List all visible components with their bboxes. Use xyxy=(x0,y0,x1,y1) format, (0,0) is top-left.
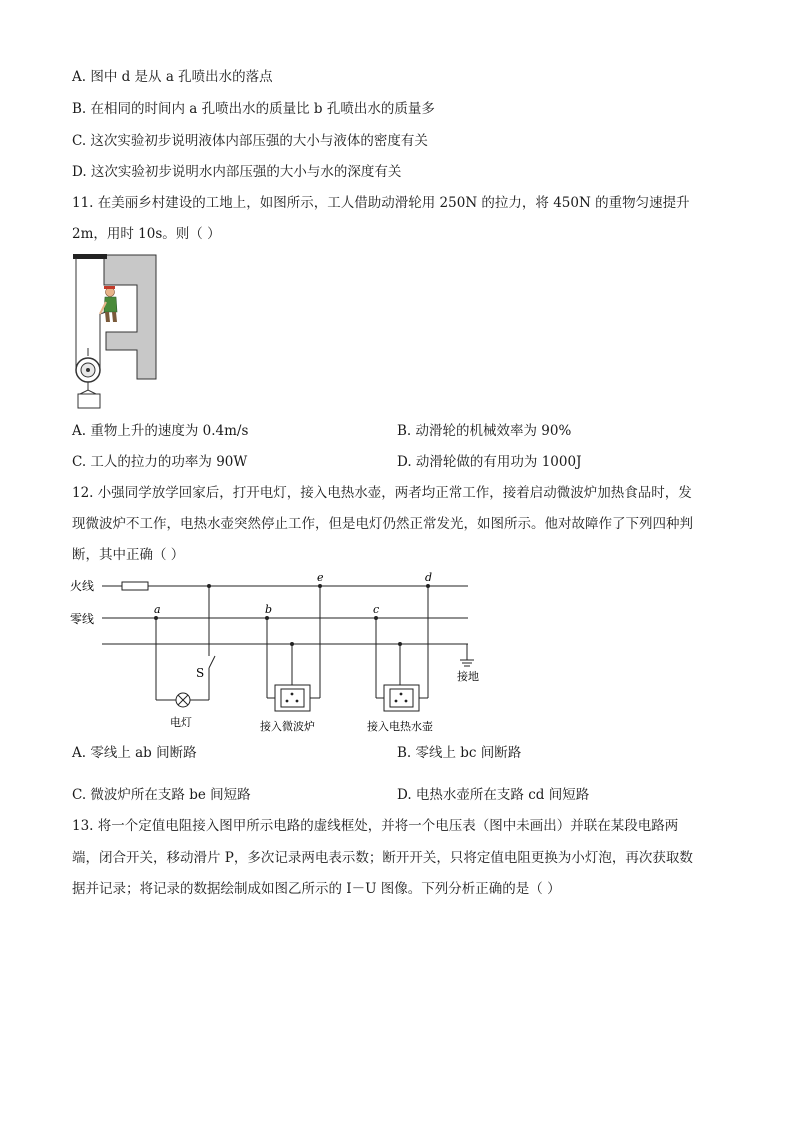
q13-stem-line1: 13. 将一个定值电阻接入图甲所示电路的虚线框处，并将一个电压表（图中未画出）并联在某段电路两 xyxy=(72,818,679,834)
label-microwave: 接入微波炉 xyxy=(260,720,315,733)
q11-option-b: B. 动滑轮的机械效率为 90% xyxy=(397,423,572,439)
q11-option-c: C. 工人的拉力的功率为 90W xyxy=(72,454,248,470)
q11-option-a: A. 重物上升的速度为 0.4m/s xyxy=(72,423,249,439)
pulley-figure xyxy=(70,252,160,412)
label-live: 火线 xyxy=(70,579,95,593)
q13-stem-line2: 端，闭合开关，移动滑片 P，多次记录两电表示数；断开开关，只将定值电阻更换为小灯泡，再次获取数 xyxy=(72,850,693,866)
q12-stem-line1: 12. 小强同学放学回家后，打开电灯，接入电热水壶，两者均正常工作，接着启动微波炉加热食品时，发 xyxy=(72,485,692,501)
q10-option-a: A. 图中 d 是从 a 孔喷出水的落点 xyxy=(72,69,273,85)
q11-stem-line2: 2m，用时 10s。则（ ） xyxy=(72,226,221,242)
point-d: d xyxy=(425,571,433,584)
q12-option-a: A. 零线上 ab 间断路 xyxy=(72,745,197,761)
label-lamp: 电灯 xyxy=(170,716,192,729)
q10-option-d: D. 这次实验初步说明水内部压强的大小与水的深度有关 xyxy=(72,164,402,180)
label-switch: S xyxy=(196,666,205,680)
q11-option-d: D. 动滑轮做的有用功为 1000J xyxy=(397,454,582,470)
q10-option-c: C. 这次实验初步说明液体内部压强的大小与液体的密度有关 xyxy=(72,133,428,149)
point-a: a xyxy=(154,603,161,616)
q12-stem-line3: 断，其中正确（ ） xyxy=(72,547,185,563)
label-ground: 接地 xyxy=(457,670,479,683)
point-b: b xyxy=(265,603,273,616)
q10-option-b: B. 在相同的时间内 a 孔喷出水的质量比 b 孔喷出水的质量多 xyxy=(72,101,435,117)
point-e: e xyxy=(317,571,324,584)
q12-stem-line2: 现微波炉不工作，电热水壶突然停止工作，但是电灯仍然正常发光，如图所示。他对故障作了下列四种判 xyxy=(72,516,693,532)
q13-stem-line3: 据并记录；将记录的数据绘制成如图乙所示的 I－U 图像。下列分析正确的是（ ） xyxy=(72,881,561,897)
q12-option-b: B. 零线上 bc 间断路 xyxy=(397,745,522,761)
label-neutral: 零线 xyxy=(70,612,95,626)
q11-stem-line1: 11. 在美丽乡村建设的工地上，如图所示，工人借助动滑轮用 250N 的拉力，将 450N 的重物匀速提升 xyxy=(72,195,690,211)
q12-option-c: C. 微波炉所在支路 be 间短路 xyxy=(72,787,251,803)
circuit-diagram xyxy=(70,570,490,740)
q12-option-d: D. 电热水壶所在支路 cd 间短路 xyxy=(397,787,590,803)
point-c: c xyxy=(373,603,380,616)
label-kettle: 接入电热水壶 xyxy=(367,720,433,733)
